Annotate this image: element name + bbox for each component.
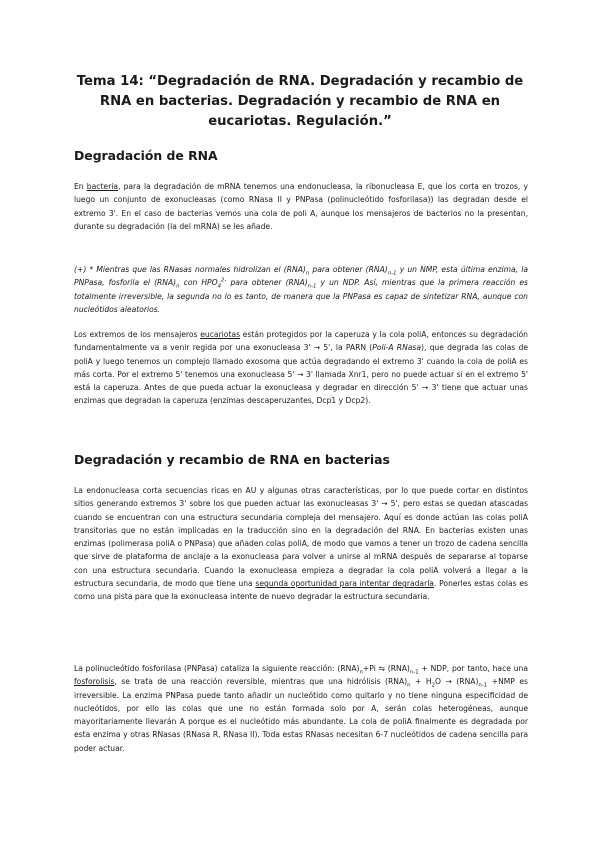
text: para obtener (RNA) [309,265,388,274]
text: +NMP es irreversible. La enzima PNPasa puede tanto añadir un nucleótido como quitarlo y no tiene ninguna especificidad de nucleótidos, por ello las colas que une no están formada solo por A, serán colas heterogéneas, aunque mayoritariamente llevarán A porque es el nucleótido más abundante. La cola de poliA finalmente es degradada por esta enzima y otras RNasas (RNasa R, RNasa II). Toda estas RNasas necesitan 6-7 nucleótidos de cadena sencilla para poder actuar. [74,677,528,753]
link-bacteria[interactable]: bacteria [86,182,118,191]
section-heading-bacterias: Degradación y recambio de RNA en bacterias [74,452,390,467]
text: O → (RNA) [435,677,479,687]
paragraph-bacteria-degradation [74,180,528,233]
link-fosforolisis[interactable]: fosforolisis [74,677,115,687]
link-eucariotas[interactable]: eucariotas [200,330,241,339]
subscript: n-1 [387,270,397,277]
link-segunda-oportunidad[interactable]: segunda oportunidad para intentar degradarla [255,579,434,589]
text: y un NMP, esta última enzima, la PNPasa, fosforila el (RNA) [74,265,528,288]
superscript: 2- [221,277,227,284]
subscript: n [359,669,363,676]
text: +Pi ⇋ (RNA) [362,664,410,673]
text: . Ponerles estas colas es como una pista para que la exonucleasa intente de nuevo degradar la estructura secundaria. [74,579,528,602]
subscript: n-1 [409,669,419,676]
text: + NDP, por tanto, hace una [418,664,528,673]
text: (+) * Mientras que las RNasas normales hidrolizan el (RNA) [74,265,306,274]
text: Los extremos de los mensajeros [74,330,201,339]
text: La polinucleótido fosforilasa (PNPasa) cataliza la siguiente reacción: (RNA) [74,664,360,673]
text: ), que degrada las colas de poliA y luego tenemos un complejo llamado exosoma que actúa degradando el extremo 3' cuando la cola de poliA es más corta. Por el extremo 5' tenemos una exonucleasa 5' → 3' llamada Xnr1, pero no puede actuar si en el extremo 5' está la caperuza. Antes de que pueda actuar la exonucleasa y degradar en dirección 5' → 3' tiene que actuar unas enzimas que degradan la caperuza (enzimas descaperuzantes, Dcp1 y Dcp2). [74,343,528,406]
paragraph-pnpasa-reaccion [74,662,528,755]
section-heading-degradacion-rna: Degradación de RNA [74,148,218,163]
text: En [74,182,87,191]
text: y un NDP. Así, mientras que la primera reacción es totalmente irreversible, la segunda no lo es tanto, de manera que la PNPasa es capaz de sintetizar RNA, aunque con nucleótidos aleatorios. [74,278,528,314]
subscript: 4 [217,283,222,290]
subscript: n [176,283,180,290]
subscript: n [407,682,411,689]
document-title: Tema 14: “Degradación de RNA. Degradación y recambio de RNA en bacterias. Degradación y recambio de RNA en eucariotas. Regulación.” [76,74,524,129]
text-italic: Poli-A RNasa [372,343,422,353]
paragraph-endonucleasa [74,484,528,604]
text: están protegidos por la caperuza y la cola poliA, entonces su degradación fundamentalmente va a venir regida por una exonucleasa 3' → 5', la PARN ( [74,330,528,353]
text: + H [410,677,432,687]
subscript: n [305,270,310,277]
text: para obtener (RNA) [226,278,308,288]
subscript: n-1 [307,283,317,290]
subscript: 2 [431,682,436,689]
subscript: n-1 [478,682,488,689]
text: , para la degradación de mRNA tenemos una endonucleasa, la ribonucleasa E, que los corta en trozos, y luego un conjunto de exonucleasas (como RNasa II y PNPasa (polinucleótido fosforilasa)) las degradan desde el extremo 3'. En el caso de bacterias vemos una cola de poli A, aunque los mensajeros de bacterios no la presentan, durante su degradación (la del mRNA) se les añade. [74,182,528,231]
paragraph-eucariotas [74,328,528,408]
note-pnpasa [74,263,528,316]
text: La endonucleasa corta secuencias ricas en AU y algunas otras características, por lo que puede cortar en distintos sitios generando extremos 3' sobre los que pueden actuar las exonucleasas 3' → 5', pero estas se quedan atascadas cuando se encuentran con una estructura secundaria compleja del mensajero. Aquí es donde actúan las colas poliA transitorias que no están implicadas en la traducción sino en la degradación del RNA. En bacterias existen unas enzimas (polimerasa poliA o PNPasa) que añaden colas poliA, de modo que vamos a tener un trozo de cadena sencilla que sirve de plataforma de anclaje a la exonucleasa para volver a unirse al mRNA después de separarse al toparse con una estructura secundaria. Cuando la exonucleasa empieza a degradar la cola poliA volverá a llegar a la estructura secundaria, de modo que tiene una [74,486,528,589]
text: , se trata de una reacción reversible, mientras que una hidrólisis (RNA) [114,677,408,687]
text: con HPO [179,278,218,288]
